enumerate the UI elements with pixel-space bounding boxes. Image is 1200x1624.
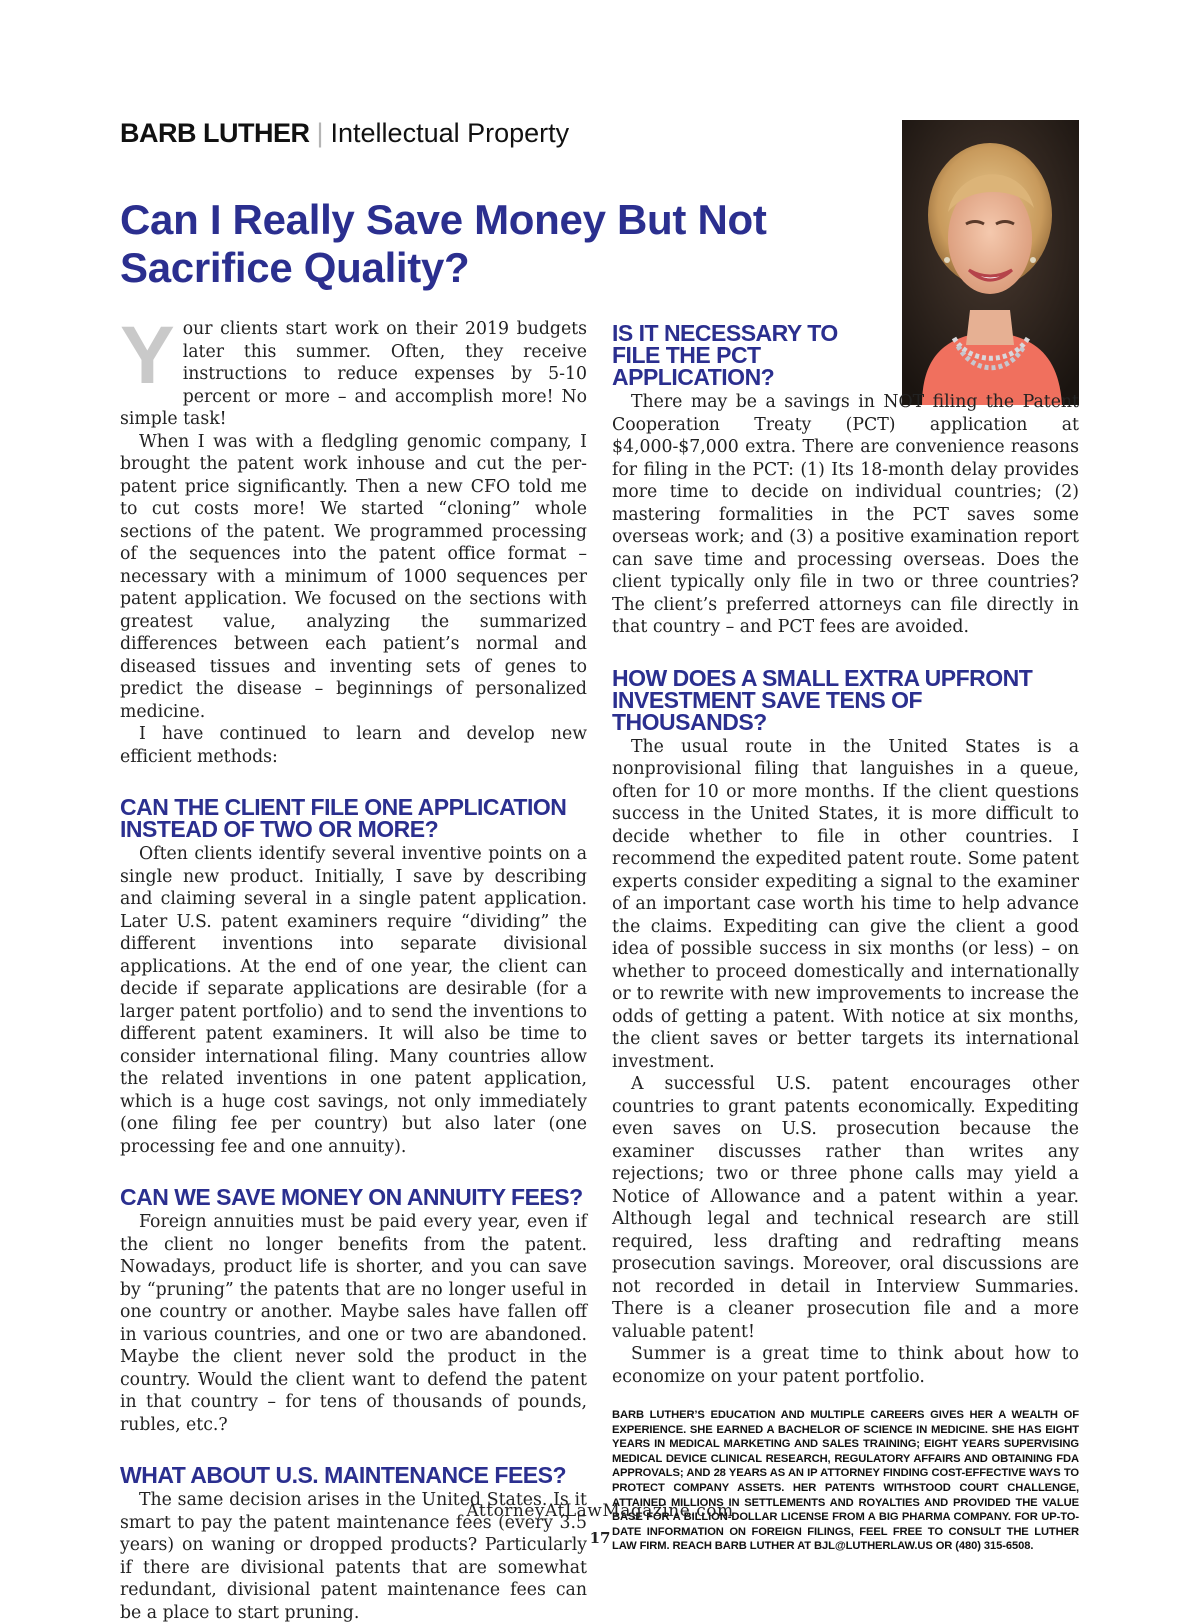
intro-paragraph: [120, 310, 587, 431]
section-heading: WHAT ABOUT U.S. MAINTENANCE FEES?: [120, 1462, 567, 1488]
body-paragraph: Foreign annuities must be paid every year, even if the client no longer benefits from the patent. Nowadays, product life is shorter, and you can save by “pruning” the patents that are no longer useful in one country or another. Maybe sales have fallen off in various countries, and one or two are abandoned. Maybe the client never sold the product in the country. Would the client want to defend the patent in that country – for tens of thousands of pounds, rubles, etc.?: [120, 1212, 587, 1435]
column-right: [612, 318, 1079, 1554]
page-number: 17: [589, 1529, 611, 1547]
section-heading: CAN THE CLIENT FILE ONE APPLICATION INSTEAD OF TWO OR MORE?: [120, 794, 567, 842]
article-title: Can I Really Save Money But Not Sacrifice Quality?: [120, 196, 767, 291]
body-paragraph: A successful U.S. patent encourages other countries to grant patents economically. Expediting even saves on U.S. prosecution because the examiner discusses rather than writes any rejections; two or three phone calls may yield a Notice of Allowance and a patent within a year. Although legal and technical research are still required, less drafting and redrafting means prosecution savings. Moreover, oral discussions are not recorded in detail in Interview Summaries. There is a cleaner prosecution file and a more valuable patent!: [612, 1074, 1079, 1342]
section-heading: IS IT NECESSARY TO FILE THE PCT APPLICATION?: [612, 320, 838, 390]
body-paragraph: Summer is a great time to think about how to economize on your patent portfolio.: [612, 1344, 1079, 1387]
column-left: [120, 310, 587, 1624]
body-paragraph: I have continued to learn and develop new efficient methods:: [120, 724, 587, 767]
drop-cap: Y: [120, 310, 175, 401]
author-name: BARB LUTHER: [120, 118, 310, 148]
body-paragraph: The same decision arises in the United States. Is it smart to pay the patent maintenance fees (every 3.5 years) on waning or dropped products? Particularly if there are divisional patents that are somewhat redundant, divisional patent maintenance fees can be a place to start pruning.: [120, 1490, 587, 1623]
byline-separator: |: [316, 118, 324, 148]
body-paragraph: When I was with a fledgling genomic company, I brought the patent work inhouse and cut the per-patent price significantly. Then a new CFO told me to cut costs more! We started “cloning” whole sections of the patent. We programmed processing of the sequences into the patent office format – necessary with a minimum of 1000 sequences per patent application. We focused on the sections with greatest value, analyzing the summarized differences between each patient’s normal and diseased tissues and inventing sets of genes to predict the disease – beginnings of personalized medicine.: [120, 431, 587, 722]
author-bio: BARB LUTHER’S EDUCATION AND MULTIPLE CAREERS GIVES HER A WEALTH OF EXPERIENCE. SHE EARNED A BACHELOR OF SCIENCE IN MEDICINE. SHE HAS EIGHT YEARS IN MEDICAL MARKETING AND SALES TRAINING; EIGHT YEARS SUPERVISING MEDICAL DEVICE CLINICAL RESEARCH, REGULATORY AFFAIRS AND OBTAINING FDA APPROVALS; AND 28 YEARS AS AN IP ATTORNEY FINDING COST-EFFECTIVE WAYS TO PROTECT COMPANY ASSETS. HER PATENTS WITHSTOOD COURT CHALLENGE, ATTAINED MILLIONS IN SETTLEMENTS AND ROYALTIES AND PROVIDED THE VALUE BASE FOR A BILLION-DOLLAR LICENSE FROM A BIG PHARMA COMPANY. FOR UP-TO-DATE INFORMATION ON FOREIGN FILINGS, FEEL FREE TO CONSULT THE LUTHER LAW FIRM. REACH BARB LUTHER AT BJL@LUTHERLAW.US OR (480) 315-6508.: [612, 1409, 1079, 1553]
body-paragraph: There may be a savings in NOT filing the Patent Cooperation Treaty (PCT) application at $4,000-$7,000 extra. There are convenience reasons for filing in the PCT: (1) Its 18-month delay provides more time to decide on individual countries; (2) mastering formalities in the PCT saves some overseas work; and (3) a positive examination report can save time and processing overseas. Does the client typically only file in two or three countries? The client’s preferred attorneys can file directly in that country – and PCT fees are avoided.: [612, 392, 1079, 637]
body-paragraph: The usual route in the United States is a nonprovisional filing that languishes in a queue, often for 10 or more months. If the client questions success in the United States, it is more difficult to decide whether to file in other countries. I recommend the expedited patent route. Some patent experts consider expediting a signal to the examiner of an important case worth his time to help advance the claims. Expediting can give the client a good idea of possible success in six months (or less) – on whether to proceed domestically and internationally or to rewrite with new improvements to increase the odds of getting a patent. With notice at six months, the client saves or better targets its international investment.: [612, 736, 1079, 1072]
section-heading: HOW DOES A SMALL EXTRA UPFRONT INVESTMENT SAVE TENS OF THOUSANDS?: [612, 664, 1033, 735]
intro-text: our clients start work on their 2019 budgets later this summer. Often, they receive instructions to reduce expenses by 5-10 percent or more – and accomplish more! No simple task!: [120, 319, 587, 429]
section-name: Intellectual Property: [330, 118, 570, 148]
section-heading: CAN WE SAVE MONEY ON ANNUITY FEES?: [120, 1184, 583, 1210]
byline: [120, 118, 569, 149]
body-paragraph: Often clients identify several inventive points on a single new product. Initially, I save by describing and claiming several in a single patent application. Later U.S. patent examiners require “dividing” the different inventions into separate divisional applications. At the end of one year, the client can decide if separate applications are desirable (for a larger patent portfolio) and to send the inventions to different patent examiners. It will also be time to consider international filing. Many countries allow the related inventions in one patent application, which is a huge cost savings, not only immediately (one filing fee per country) but also later (one processing fee and one annuity).: [120, 844, 587, 1157]
footer-website: AttorneyAtLawMagazine.com: [466, 1501, 734, 1521]
